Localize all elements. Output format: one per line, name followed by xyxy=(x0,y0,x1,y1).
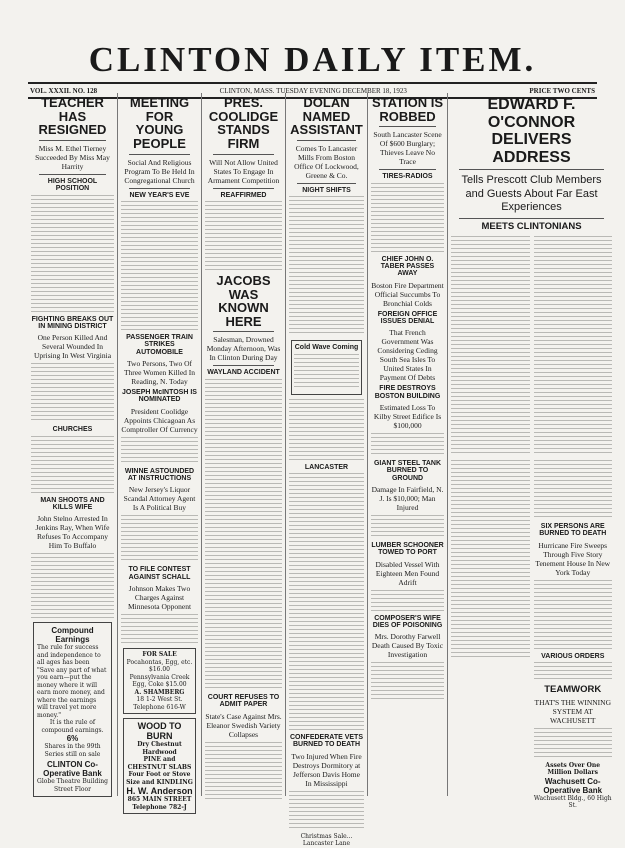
headline-fire: FIRE DESTROYS BOSTON BUILDING xyxy=(374,385,441,400)
headline-oconnor: EDWARD F. O'CONNOR DELIVERS ADDRESS xyxy=(487,96,576,166)
deck-tank: Damage In Fairfield, N. J. Is $10,000; Man Injured xyxy=(371,485,444,513)
masthead: CLINTON DAILY ITEM. xyxy=(88,40,537,79)
wood-line-1: Dry Chestnut Hardwood xyxy=(137,741,182,756)
headline-tank: GIANT STEEL TANK BURNED TO GROUND xyxy=(373,460,442,482)
ad-compound-earnings xyxy=(33,622,112,797)
subhead-station: TIRES-RADIOS xyxy=(382,173,433,181)
deck-court: State's Case Against Mrs. Eleanor Swedish Variety Collapses xyxy=(205,711,282,739)
subhead-dolan: NIGHT SHIFTS xyxy=(302,186,351,194)
footer-lancaster: Christmas Sale... Lancaster Lane xyxy=(300,832,353,848)
deck-dolan: Comes To Lancaster Mills From Boston Office Of Lockwood, Greene & Co. xyxy=(294,143,359,180)
ad-for-sale xyxy=(123,648,196,714)
headline-jacobs: JACOBS WAS KNOWN HERE xyxy=(216,272,271,329)
headline-teamwork: TEAMWORK xyxy=(544,683,602,695)
subhead-oconnor: MEETS CLINTONIANS xyxy=(481,220,582,232)
columns xyxy=(28,93,615,848)
sale-address: 18 1-2 West St. Telephone 616-W xyxy=(133,696,186,711)
deck-station: South Lancaster Scene Of $600 Burglary; Thieves Leave No Trace xyxy=(373,130,442,167)
headline-various-orders: VARIOUS ORDERS xyxy=(541,652,605,660)
deck-coolidge: Will Not Allow United States To Engage In Armament Competition xyxy=(207,157,280,185)
wide-body xyxy=(451,234,612,458)
price: PRICE TWO CENTS xyxy=(529,86,595,95)
deck-confederate: Two Injured When Fire Destroys Dormitory at Jefferson Davis Home In Mississippi xyxy=(291,751,362,788)
column-5 xyxy=(368,93,448,796)
ad-wachusett-bank: Wachusett Co-Operative Bank xyxy=(543,776,603,795)
headline-six-persons: SIX PERSONS ARE BURNED TO DEATH xyxy=(539,522,607,538)
headline-station: STATION IS ROBBED xyxy=(371,95,444,124)
headline-mcintosh: JOSEPH McINTOSH IS NOMINATED xyxy=(122,388,197,404)
sale-title: FOR SALE xyxy=(142,651,177,658)
sale-name: A. SHAMBERG xyxy=(134,688,185,696)
headline-man-shoots: MAN SHOOTS AND KILLS WIFE xyxy=(40,496,105,511)
deck-mcintosh: President Coolidge Appoints Chicagoan As Comptroller Of Currency xyxy=(121,406,198,434)
volume-number: VOL. XXXII. NO. 128 xyxy=(30,86,98,95)
wide-lower-right xyxy=(534,458,613,810)
headline-dolan: DOLAN NAMED ASSISTANT xyxy=(290,95,363,138)
headline-composer: COMPOSER'S WIFE DIES OF POISONING xyxy=(372,614,443,630)
ad-wood xyxy=(123,718,196,814)
wood-telephone: Telephone 782-J xyxy=(132,803,187,811)
headline-taber: CHIEF JOHN O. TABER PASSES AWAY xyxy=(380,255,435,278)
deck-oconnor: Tells Prescott Club Members and Guests About Far East Experiences xyxy=(461,174,602,213)
ad-title: Compound Earnings xyxy=(51,626,94,645)
headline-teacher: TEACHER HAS RESIGNED xyxy=(38,95,107,138)
deck-jacobs: Salesman, Drowned Monday Afternoon, Was In Clinton During Day xyxy=(206,335,281,363)
headline-court: COURT REFUSES TO ADMIT PAPER xyxy=(207,693,280,709)
column-1 xyxy=(28,93,118,796)
deck-taber: Boston Fire Department Official Succumbs To Bronchial Colds xyxy=(371,280,444,308)
deck-fighting: One Person Killed And Several Wounded In Uprising In West Virginia xyxy=(33,333,112,361)
subhead-coolidge: REAFFIRMED xyxy=(220,191,267,199)
weather-head: Cold Wave Coming xyxy=(294,344,359,352)
headline-meeting: MEETING FOR YOUNG PEOPLE xyxy=(129,95,190,151)
weather-box xyxy=(291,340,362,394)
subhead-teacher: HIGH SCHOOL POSITION xyxy=(47,177,98,193)
deck-man-shoots: John Stelno Arrested In Jenkins Ray, When Wife Refuses To Accompany Him To Buffalo xyxy=(35,514,110,551)
deck-winne: New Jersey's Liquor Scandal Attorney Agent Is A Political Buy xyxy=(123,485,196,513)
wood-address: 865 MAIN STREET xyxy=(127,796,192,803)
place-and-date: CLINTON, MASS. TUESDAY EVENING DECEMBER 18, 1923 xyxy=(219,86,407,95)
headline-churches: CHURCHES xyxy=(52,426,93,434)
sale-line-2: Pennsylvania Creek Egg, Coke $15.00 xyxy=(129,673,190,688)
deck-foreign: That French Government Was Considering Ceding South Sea Isles To United States In Payment Of Debts xyxy=(377,328,438,383)
deck-fire: Estimated Loss To Kilby Street Edifice Is $100,000 xyxy=(373,403,442,431)
ad-address: Globe Theatre Building Street Floor xyxy=(37,778,108,793)
ad-shares: Shares in the 99th Series still on sale xyxy=(44,743,101,758)
headline-lancaster: LANCASTER xyxy=(304,463,349,471)
ad-percent: 6% xyxy=(66,734,79,744)
headline-confederate: CONFEDERATE VETS BURNED TO DEATH xyxy=(290,733,363,749)
wood-name: H. W. Anderson xyxy=(126,786,193,796)
sale-line-1: Pocahontas, Egg, etc. $16.00 xyxy=(126,658,193,673)
ad-bank: CLINTON Co-Operative Bank xyxy=(43,760,102,779)
deck-schooner: Disabled Vessel With Eighteen Men Found Adrift xyxy=(375,559,440,587)
column-4 xyxy=(286,93,368,848)
column-2 xyxy=(118,93,202,811)
wide-lower xyxy=(451,458,612,810)
deck-composer: Mrs. Dorothy Farwell Death Caused By Toxic Investigation xyxy=(371,632,444,660)
subhead-meeting: NEW YEAR'S EVE xyxy=(129,191,190,199)
wood-line-3: Four Foot or Stove Size and KINDLING xyxy=(126,771,193,786)
headline-train: PASSENGER TRAIN STRIKES AUTOMOBILE xyxy=(126,333,193,356)
headline-winne: WINNE ASTOUNDED AT INSTRUCTIONS xyxy=(124,467,195,482)
headline-coolidge: PRES. COOLIDGE STANDS FIRM xyxy=(208,95,279,151)
deck-meeting: Social And Religious Program To Be Held In Congregational Church xyxy=(124,157,195,185)
deck-schall: Johnson Makes Two Charges Against Minnesota Opponent xyxy=(127,584,192,611)
deck-train: Two Persons, Two Of Three Women Killed In Reading, N. Today xyxy=(123,358,196,386)
headline-schooner: LUMBER SCHOONER TOWED TO PORT xyxy=(371,542,444,557)
column-3 xyxy=(202,93,286,796)
ad-assets: Assets Over One Million Dollars xyxy=(545,761,601,777)
ad-body: The rule for success and independence to all ages has been "Save any part of what you earn—put the money where it will earn more money, and where the earnings will travel yet more money." xyxy=(37,644,107,719)
deck-six-persons: Hurricane Fire Sweeps Through Five Story Tenement House In New York Today xyxy=(535,540,611,577)
headline-schall: TO FILE CONTEST AGAINST SCHALL xyxy=(128,566,191,581)
wood-head: WOOD TO BURN xyxy=(137,721,182,741)
deck-teamwork: THAT'S THE WINNING SYSTEM AT WACHUSETT xyxy=(534,697,611,725)
column-6 xyxy=(448,93,615,810)
subhead-jacobs: WAYLAND ACCIDENT xyxy=(207,369,280,377)
ad-rule: It is the rule of compound earnings. xyxy=(41,719,104,734)
wide-lower-left xyxy=(451,458,530,810)
ad-wachusett-address: Wachusett Bldg., 60 High St. xyxy=(533,794,612,810)
wood-line-2: PINE and CHESTNUT SLABS xyxy=(127,756,192,771)
headline-fighting: FIGHTING BREAKS OUT IN MINING DISTRICT xyxy=(31,315,114,330)
headline-foreign: FOREIGN OFFICE ISSUES DENIAL xyxy=(377,310,438,325)
deck-teacher: Miss M. Ethel Tierney Succeeded By Miss May Harrity xyxy=(35,143,110,171)
